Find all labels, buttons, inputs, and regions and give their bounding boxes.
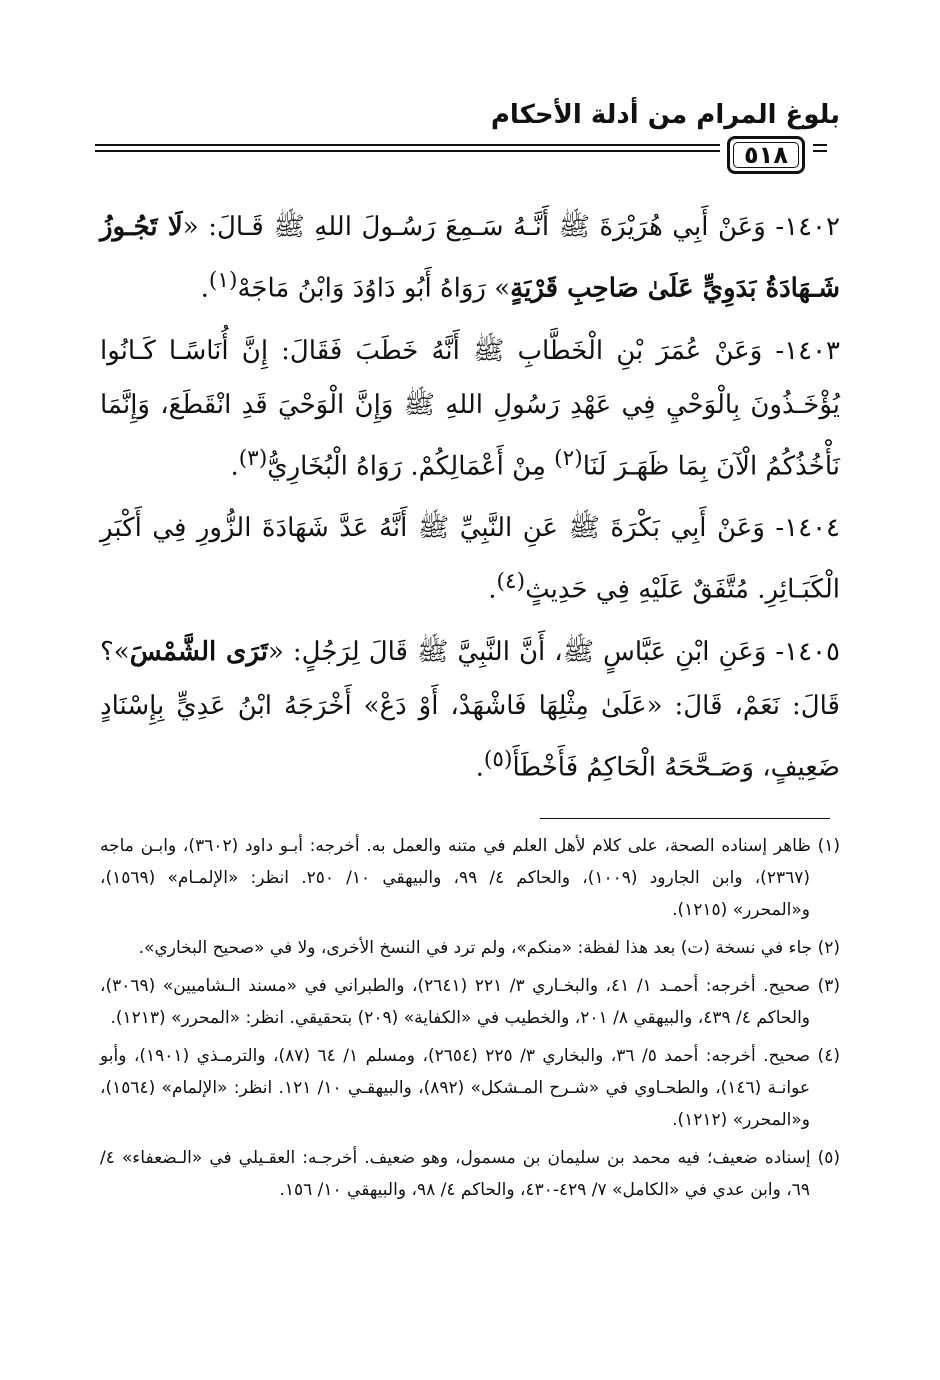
page-number: ٥١٨: [744, 141, 788, 169]
footnote-3: (٣) صحيح. أخرجه: أحمـد ١/ ٤١، والبخـاري ٣/ ٢٢١ (٢٦٤١)، والطبراني في «مسند الـشاميين» (٣٠٦٩)، والحاكم ٤/ ٤٣٩، والبيهقي ٨/ ٢٠١، والخطيب في «الكفاية» (٢٠٩) بتحقيقي. انظر: «المحرر» (١٢١٣).: [100, 976, 841, 1028]
hadith-end: .: [488, 574, 497, 605]
hadith-1405: [100, 625, 840, 795]
hadith-number: ١٤٠٣: [784, 335, 840, 366]
hadith-text: - وَعَنْ أَبِي بَكْرَةَ ﷺ عَنِ النَّبِيِّ ﷺ أَنَّهُ عَدَّ شَهَادَةَ الزُّورِ فِي أَكْبَرِ الْكَبَـائِرِ. مُتَّفَقٌ عَلَيْهِ فِي حَدِيثٍ: [100, 513, 840, 605]
footnote-4: (٤) صحيح. أخرجه: أحمد ٥/ ٣٦، والبخاري ٣/ ٢٢٥ (٢٦٥٤)، ومسلم ١/ ٦٤ (٨٧)، والترمـذي (١٩٠١)، وأبو عوانـة (١٤٦)، والطحـاوي في «شـرح المـشكل» (٨٩٢)، والبيهقـي ١٠/ ١٢١. انظر: «الإلمام» (١٥٦٤)، و«المحرر» (١٢١٢).: [100, 1046, 840, 1130]
header-rule-stub-bottom: [813, 150, 827, 152]
hadith-1403: [100, 324, 840, 494]
footnotes: [100, 830, 840, 1212]
footnote-1: (١) ظاهر إسناده الصحة، على كلام لأهل العلم في متنه والعمل به. أخرجه: أبـو داود (٣٦٠٢)، وابـن ماجه (٢٣٦٧)، وابن الجارود (١٠٠٩)، والحاكم ٤/ ٩٩، والبيهقي ١٠/ ٢٥٠. انظر: «الإلمـام» (١٥٦٩)، و«المحرر» (١٢١٥).: [100, 836, 841, 920]
footnote-5: (٥) إسناده ضعيف؛ فيه محمد بن سليمان بن مسمول، وهو ضعيف. أخرجـه: العقـيلي في «الـضعفاء» ٤/ ٦٩، وابن عدي في «الكامل» ٧/ ٤٢٩-٤٣٠، والحاكم ٤/ ٩٨، والبيهقي ١٠/ ١٥٦.: [100, 1148, 840, 1200]
footnote-2: (٢) جاء في نسخة (ت) بعد هذا لفظة: «منكم»، ولم ترد في النسخ الأخرى، ولا في «صحيح البخاري».: [138, 938, 840, 958]
page-number-box: [727, 136, 805, 174]
hadith-number: ١٤٠٥: [784, 636, 840, 667]
footnote-ref[interactable]: (٤): [496, 569, 526, 595]
hadith-text: - وَعَنْ أَبِي هُرَيْرَةَ ﷺ أَنَّـهُ سَـمِعَ رَسُـولَ اللهِ ﷺ قَـالَ: «: [182, 212, 785, 242]
footnote-ref[interactable]: (١): [208, 268, 238, 293]
header-rule-line-top: [95, 144, 720, 146]
footnote-ref[interactable]: (٥): [483, 746, 513, 772]
hadith-1402: [100, 200, 840, 316]
hadith-end: .: [230, 451, 239, 482]
hadith-text: - وَعَنْ عُمَرَ بْنِ الْخَطَّابِ ﷺ أَنَّهُ خَطَبَ فَقَالَ: إِنَّ أُنَاسًـا كَـانُوا يُؤْخَـذُونَ بِالْوَحْيِ فِي عَهْدِ رَسُولِ اللهِ ﷺ وَإِنَّ الْوَحْيَ قَدِ انْقَطَعَ، وَإِنَّمَا نَأْخُذُكُمُ الْآنَ بِمَا ظَهَـرَ لَنَا: [100, 335, 840, 482]
hadith-1404: [100, 501, 840, 617]
footnote-ref[interactable]: (٣): [238, 445, 268, 471]
hadith-end: .: [475, 752, 484, 783]
footnote-separator: [540, 818, 830, 819]
header-rule-stub-top: [813, 144, 827, 146]
hadith-quote: تَرَى الشَّمْسَ: [129, 636, 268, 667]
hadith-text-after: » رَوَاهُ أَبُو دَاوُدَ وَابْنُ مَاجَهْ: [237, 273, 511, 304]
hadith-number: ١٤٠٤: [784, 513, 840, 544]
hadith-end: .: [200, 273, 209, 304]
footnote-ref[interactable]: (٢): [554, 445, 583, 471]
hadith-text-after: مِنْ أَعْمَالِكُمْ. رَوَاهُ الْبُخَارِيُّ: [267, 451, 555, 482]
hadith-number: ١٤٠٢: [784, 212, 840, 242]
book-title: بلوغ المرام من أدلة الأحكام: [490, 100, 840, 130]
hadith-quote: لَا تَجُـوزُ شَـهَادَةُ بَدَوِيٍّ عَلَىٰ صَاحِبِ قَرْيَةٍ: [100, 212, 840, 304]
hadith-section: [100, 200, 840, 803]
hadith-text: - وَعَنِ ابْنِ عَبَّاسٍ ﷺ، أَنَّ النَّبِيَّ ﷺ قَالَ لِرَجُلٍ: «: [267, 636, 785, 667]
hadith-text-after: »؟ قَالَ: نَعَمْ، قَالَ: «عَلَىٰ مِثْلِهَا فَاشْهَدْ، أَوْ دَعْ» أَخْرَجَهُ ابْنُ عَدِيٍّ بِإِسْنَادٍ ضَعِيفٍ، وَصَـحَّحَهُ الْحَاكِمُ فَأَخْطَأَ: [100, 636, 840, 783]
header-rule-line-bottom: [95, 150, 720, 152]
